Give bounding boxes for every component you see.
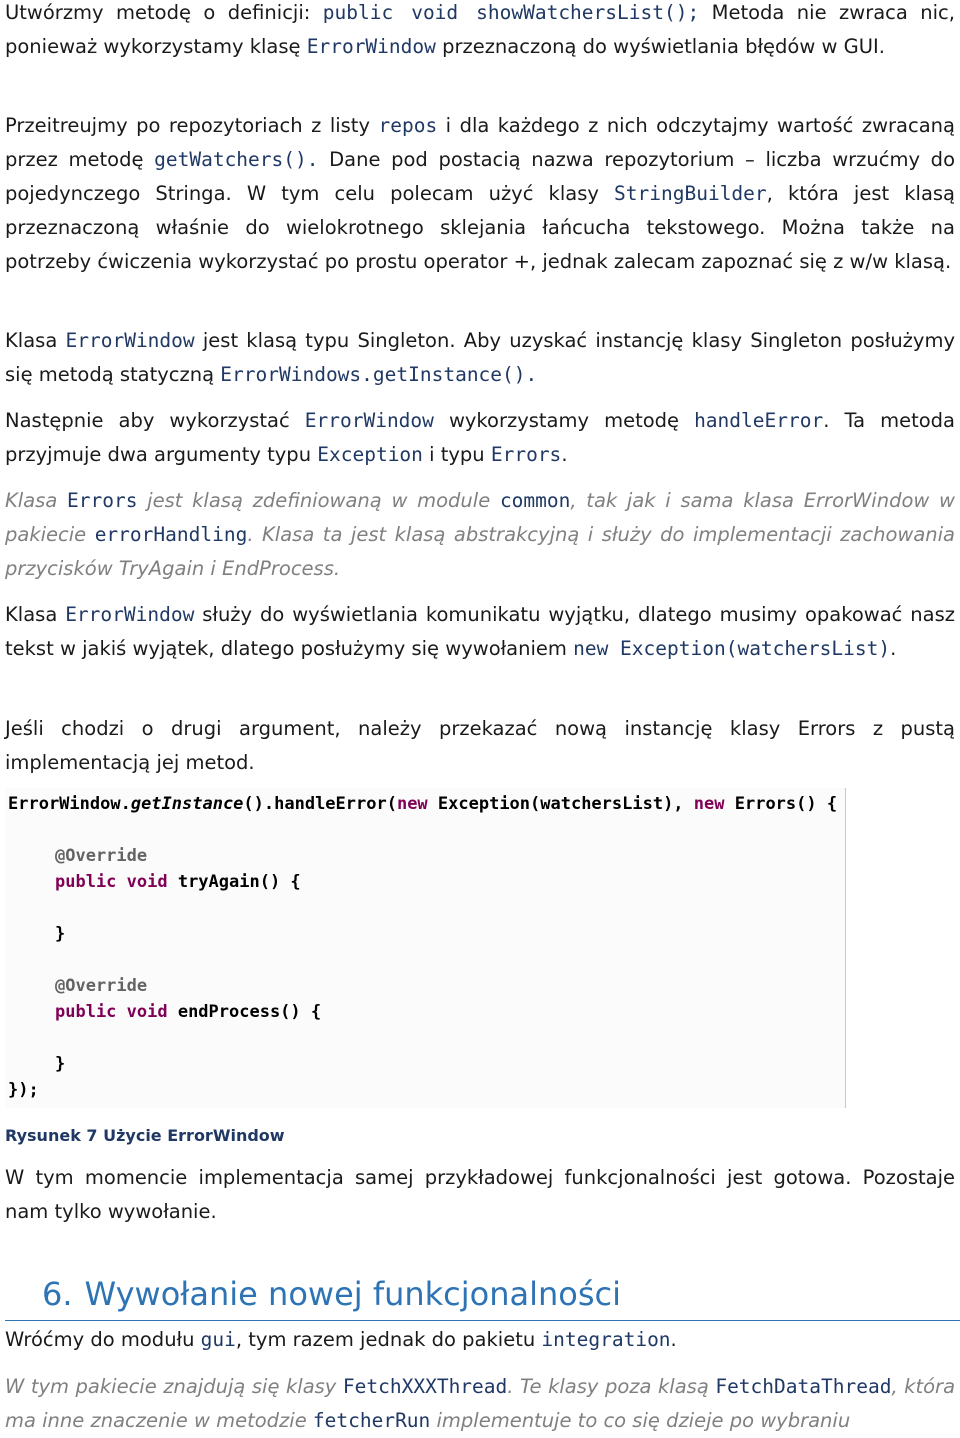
code-common: common — [499, 489, 571, 512]
paragraph-method-definition: Utwórzmy metodę o definicji: public void showWatchersList(); Metoda nie zwraca nic, ponieważ wykorzystamy klasę ErrorWindow przeznaczoną do wyświetlania błędów w GUI. — [5, 1, 955, 58]
paragraph-singleton: Klasa ErrorWindow jest klasą typu Singleton. Aby uzyskać instancję klasy Singleton posłużymy się metodą statyczną ErrorWindows.getInstance(). — [5, 329, 955, 386]
code-getwatchers: getWatchers(). — [154, 148, 319, 171]
code-errorwindow: ErrorWindow — [65, 329, 195, 352]
code-line-end: }); — [8, 1080, 39, 1100]
code-new-exception: new Exception(watchersList) — [573, 637, 891, 660]
code-errorwindow: ErrorWindow — [306, 35, 436, 58]
code-errorhandling: errorHandling — [94, 523, 248, 546]
code-signature: public void showWatchersList(); — [322, 1, 700, 24]
code-errorwindow: ErrorWindow — [304, 409, 434, 432]
paragraph-fetch-threads: W tym pakiecie znajdują się klasy FetchXXXThread. Te klasy poza klasą FetchDataThread, która ma inne znaczenie w metodzie fetcherRun implementuje to co się dzieje po wybraniu — [5, 1375, 956, 1432]
code-line-1: ErrorWindow.getInstance().handleError(new Exception(watchersList), new Errors() { — [8, 794, 838, 814]
code-handleerror: handleError — [694, 409, 824, 432]
code-line-override-1: @Override — [55, 846, 148, 866]
paragraph-second-argument: Jeśli chodzi o drugi argument, należy przekazać nową instancję klasy Errors z pustą implementacją jej metod. — [5, 717, 955, 774]
code-fetcherrun: fetcherRun — [312, 1409, 431, 1432]
code-integration: integration — [541, 1328, 671, 1351]
paragraph-iterate-repos: Przeitreujmy po repozytoriach z listy repos i dla każdego z nich odczytajmy wartość zwracaną przez metodę getWatchers(). Dane pod postacią nazwa repozytorium – liczba wrzućmy do pojedynczego Stringa. W tym celu polecam użyć klasy StringBuilder, która jest klasą przeznaczoną właśnie do wielokrotnego sklejania łańcucha tekstowego. Można także na potrzeby ćwiczenia wykorzystać po prostu operator +, jednak zalecam zapoznać się z w/w klasą. — [5, 114, 955, 273]
code-errorwindow: ErrorWindow — [65, 603, 195, 626]
paragraph-errors-class-note: Klasa Errors jest klasą zdefiniowaną w module common, tak jak i sama klasa ErrorWindow w pakiecie errorHandling. Klasa ta jest klasą abstrakcyjną i służy do implementacji zachowania przycisków TryAgain i EndProcess. — [5, 489, 956, 580]
code-gui: gui — [200, 1328, 236, 1351]
section-number: 6. — [42, 1275, 73, 1313]
code-line-override-2: @Override — [55, 976, 148, 996]
code-exception: Exception — [317, 443, 423, 466]
code-line-endprocess: public void endProcess() { — [55, 1002, 322, 1022]
figure-caption: Rysunek 7 Użycie ErrorWindow — [5, 1126, 285, 1145]
code-screenshot — [5, 788, 846, 1108]
code-line-tryagain: public void tryAgain() { — [55, 872, 301, 892]
code-fetchdata: FetchDataThread — [715, 1375, 892, 1398]
code-errors: Errors — [490, 443, 562, 466]
paragraph-exception-wrap: Klasa ErrorWindow służy do wyświetlania komunikatu wyjątku, dlatego musimy opakować nasz tekst w jakiś wyjątek, dlatego posłużymy się wywołaniem new Exception(watchersList). — [5, 603, 956, 660]
paragraph-gui-module: Wróćmy do modułu gui, tym razem jednak do pakietu integration. — [5, 1328, 677, 1351]
section-title: Wywołanie nowej funkcjonalności — [84, 1275, 622, 1313]
heading-rule — [5, 1320, 960, 1321]
code-line-close-1: } — [55, 924, 66, 944]
code-errors: Errors — [67, 489, 138, 512]
code-stringbuilder: StringBuilder — [614, 182, 767, 205]
code-repos: repos — [378, 114, 438, 137]
code-line-close-2: } — [55, 1054, 66, 1074]
paragraph-ready: W tym momencie implementacja samej przykładowej funkcjonalności jest gotowa. Pozostaje nam tylko wywołanie. — [5, 1166, 955, 1223]
paragraph-handle-error: Następnie aby wykorzystać ErrorWindow wykorzystamy metodę handleError. Ta metoda przyjmuje dwa argumenty typu Exception i typu Errors. — [5, 409, 956, 466]
code-getinstance: ErrorWindows.getInstance(). — [220, 363, 538, 386]
section-heading — [42, 1272, 621, 1316]
code-fetchxxx: FetchXXXThread — [342, 1375, 508, 1398]
